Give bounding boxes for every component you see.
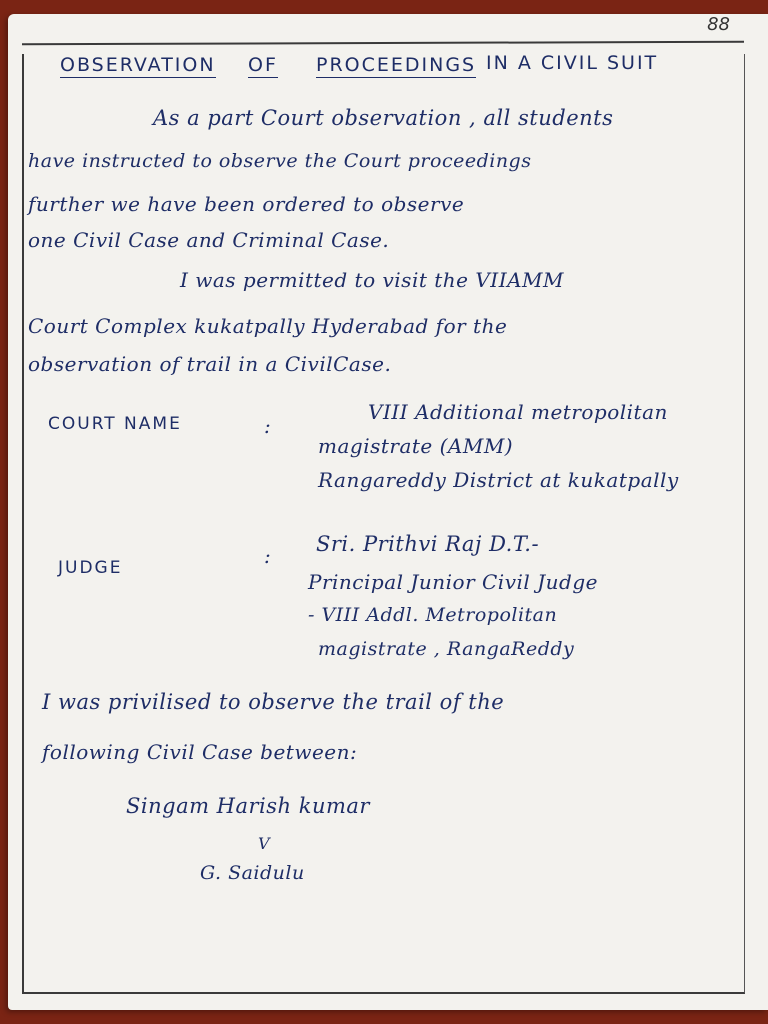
closing-line: following Civil Case between: xyxy=(42,740,358,764)
intro-line: have instructed to observe the Court proceedings xyxy=(28,150,532,172)
court-name-line: Rangareddy District at kukatpally xyxy=(318,468,679,492)
judge-colon: : xyxy=(264,544,272,568)
title-word-civil-suit: IN A CIVIL SUIT xyxy=(486,52,659,74)
intro-line: Court Complex kukatpally Hyderabad for the xyxy=(28,314,508,338)
plaintiff-name: Singam Harish kumar xyxy=(126,794,370,818)
frame-top-line xyxy=(22,41,744,46)
intro-line: I was permitted to visit the VIIAMM xyxy=(180,268,564,292)
intro-line: As a part Court observation , all students xyxy=(153,106,614,130)
defendant-name: G. Saidulu xyxy=(200,862,305,884)
intro-line: one Civil Case and Criminal Case. xyxy=(28,228,390,252)
intro-line: further we have been ordered to observe xyxy=(28,192,465,216)
notebook-page xyxy=(8,14,768,1010)
page-number: 88 xyxy=(707,14,730,35)
court-name-line: VIII Additional metropolitan xyxy=(368,400,668,424)
court-name-line: magistrate (AMM) xyxy=(318,434,514,458)
judge-line: magistrate , RangaReddy xyxy=(318,638,575,660)
court-colon: : xyxy=(264,414,272,438)
judge-line: Sri. Prithvi Raj D.T.- xyxy=(316,532,540,556)
versus-mark: V xyxy=(258,834,271,853)
title-word-of: OF xyxy=(248,54,278,76)
judge-line: Principal Junior Civil Judge xyxy=(308,570,598,594)
judge-line: - VIII Addl. Metropolitan xyxy=(308,604,558,626)
judge-label: JUDGE xyxy=(58,558,123,578)
court-name-label: COURT NAME xyxy=(48,414,182,434)
intro-line: observation of trail in a CivilCase. xyxy=(28,352,392,376)
title-word-observation: OBSERVATION xyxy=(60,54,216,76)
closing-line: I was privilised to observe the trail of the xyxy=(42,690,505,714)
title-word-proceedings: PROCEEDINGS xyxy=(316,54,477,76)
